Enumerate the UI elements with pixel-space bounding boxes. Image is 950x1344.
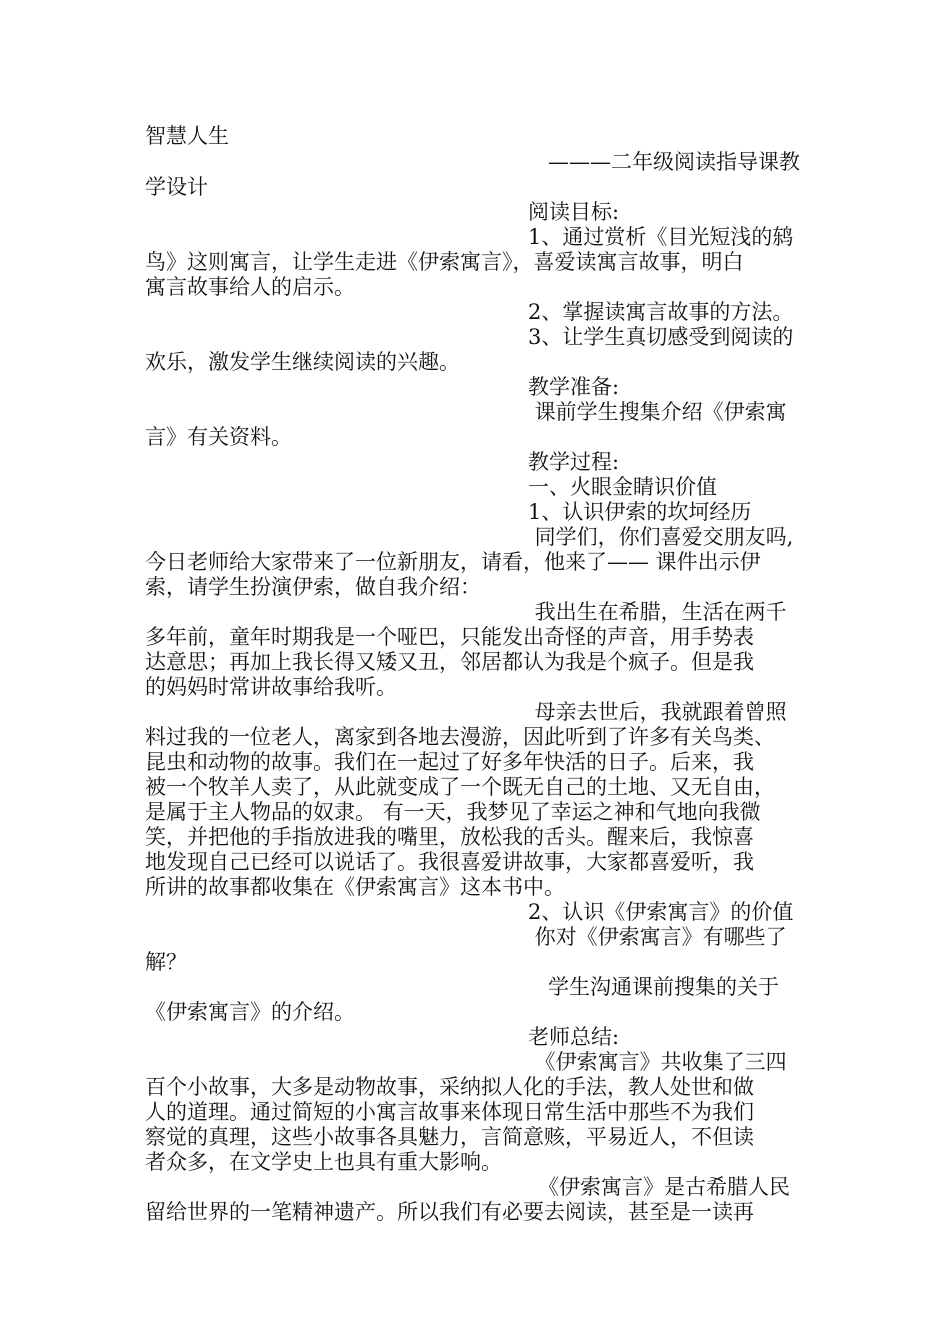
document-subtitle-continued: 学设计 <box>145 175 208 199</box>
subsection-heading: 1、认识伊索的坎坷经历 <box>528 500 752 524</box>
paragraph-line: 笑，并把他的手指放进我的嘴里，放松我的舌头。醒来后，我惊喜 <box>145 825 754 849</box>
paragraph-line: 昆虫和动物的故事。我们在一起过了好多年快活的日子。后来，我 <box>145 750 754 774</box>
paragraph-line: 1、通过赏析《目光短浅的鸫 <box>528 225 794 249</box>
paragraph-line: 母亲去世后，我就跟着曾照 <box>528 700 787 724</box>
paragraph-line: 3、让学生真切感受到阅读的 <box>528 325 794 349</box>
paragraph-line: 多年前，童年时期我是一个哑巴，只能发出奇怪的声音，用手势表 <box>145 625 754 649</box>
paragraph-line: 2、掌握读寓言故事的方法。 <box>528 300 794 324</box>
paragraph-line: 料过我的一位老人，离家到各地去漫游，因此听到了许多有关鸟类、 <box>145 725 775 749</box>
paragraph-line: 《伊索寓言》的介绍。 <box>145 1000 355 1024</box>
subsection-heading: 一、火眼金睛识价值 <box>528 475 717 499</box>
section-heading-summary: 老师总结: <box>528 1025 620 1049</box>
paragraph-line: 百个小故事，大多是动物故事，采纳拟人化的手法，教人处世和做 <box>145 1075 754 1099</box>
paragraph-line: 地发现自己已经可以说话了。我很喜爱讲故事，大家都喜爱听，我 <box>145 850 754 874</box>
paragraph-line: 人的道理。通过简短的小寓言故事来体现日常生活中那些不为我们 <box>145 1100 754 1124</box>
paragraph-line: 今日老师给大家带来了一位新朋友，请看，他来了—— 课件出示伊 <box>145 550 761 574</box>
paragraph-line: 鸟》这则寓言，让学生走进《伊索寓言》，喜爱读寓言故事，明白 <box>145 250 744 274</box>
paragraph-line: 留给世界的一笔精神遗产。所以我们有必要去阅读，甚至是一读再 <box>145 1200 754 1224</box>
document-subtitle: ———二年级阅读指导课教 <box>548 150 800 174</box>
paragraph-line: 达意思；再加上我长得又矮又丑，邻居都认为我是个疯子。但是我 <box>145 650 754 674</box>
paragraph-line: 同学们，你们喜爱交朋友吗, <box>528 525 794 549</box>
paragraph-line: 的妈妈时常讲故事给我听。 <box>145 675 397 699</box>
paragraph-line: 言》有关资料。 <box>145 425 292 449</box>
paragraph-line: 《伊索寓言》是古希腊人民 <box>538 1175 790 1199</box>
paragraph-line: 我出生在希腊，生活在两千 <box>528 600 787 624</box>
paragraph-line: 索，请学生扮演伊索，做自我介绍： <box>145 575 481 599</box>
paragraph-line: 所讲的故事都收集在《伊索寓言》这本书中。 <box>145 875 565 899</box>
paragraph-line: 寓言故事给人的启示。 <box>145 275 355 299</box>
section-heading-process: 教学过程: <box>528 450 620 474</box>
paragraph-line: 被一个牧羊人卖了，从此就变成了一个既无自己的土地、又无自由， <box>145 775 775 799</box>
section-heading-preparation: 教学准备: <box>528 375 620 399</box>
paragraph-line: 课前学生搜集介绍《伊索寓 <box>528 400 787 424</box>
paragraph-line: 解？ <box>145 950 187 974</box>
document-title: 智慧人生 <box>145 124 229 148</box>
section-heading-reading-goals: 阅读目标: <box>528 200 620 224</box>
paragraph-line: 者众多，在文学史上也具有重大影响。 <box>145 1150 502 1174</box>
paragraph-line: 你对《伊索寓言》有哪些了 <box>528 925 787 949</box>
paragraph-line: 察觉的真理，这些小故事各具魅力，言简意赅，平易近人，不但读 <box>145 1125 754 1149</box>
paragraph-line: 是属于主人物品的奴隶。 有一天，我梦见了幸运之神和气地向我微 <box>145 800 761 824</box>
paragraph-line: 欢乐，激发学生继续阅读的兴趣。 <box>145 350 460 374</box>
paragraph-line: 学生沟通课前搜集的关于 <box>528 975 780 999</box>
paragraph-line: 《伊索寓言》共收集了三四 <box>528 1050 787 1074</box>
subsection-heading: 2、认识《伊索寓言》的价值 <box>528 900 794 924</box>
